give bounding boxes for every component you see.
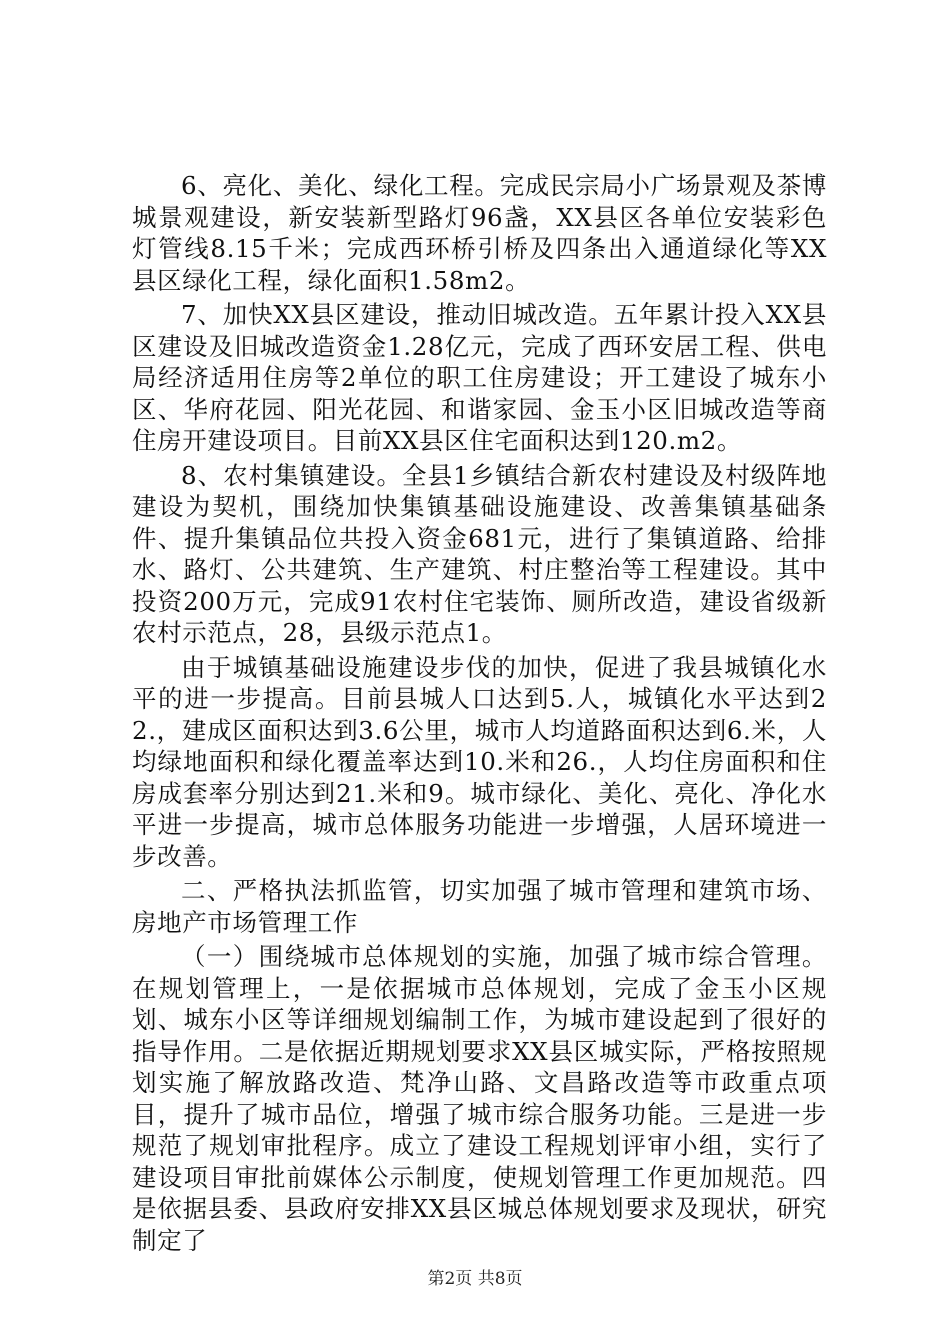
paragraph-lighting-greening: 6、亮化、美化、绿化工程。完成民宗局小广场景观及茶博城景观建设，新安装新型路灯96盏，XX县区各单位安装彩色灯管线8.15千米；完成西环桥引桥及四条出入通道绿化等XX县区绿化工程，绿化面积1.58m2。 [132, 171, 827, 295]
paragraph-urbanization-level: 由于城镇基础设施建设步伐的加快，促进了我县城镇化水平的进一步提高。目前县城人口达到5.人，城镇化水平达到22.，建成区面积达到3.6公里，城市人均道路面积达到6.米，人均绿地面积和绿化覆盖率达到10.米和26.，人均住房面积和住房成套率分别达到21.米和9。城市绿化、美化、亮化、净化水平进一步提高，城市总体服务功能进一步增强，人居环境进一步改善。 [132, 652, 827, 871]
page-number-footer: 第2页 共8页 [427, 1269, 523, 1289]
section-heading-law-enforcement: 二、严格执法抓监管，切实加强了城市管理和建筑市场、房地产市场管理工作 [132, 876, 827, 937]
document-body [132, 170, 827, 1256]
paragraph-planning-management: （一）围绕城市总体规划的实施，加强了城市综合管理。在规划管理上，一是依据城市总体规划，完成了金玉小区规划、城东小区等详细规划编制工作，为城市建设起到了很好的指导作用。二是依据近期规划要求XX县区城实际，严格按照规划实施了解放路改造、梵净山路、文昌路改造等市政重点项目，提升了城市品位，增强了城市综合服务功能。三是进一步规范了规划审批程序。成立了建设工程规划评审小组，实行了建设项目审批前媒体公示制度，使规划管理工作更加规范。四是依据县委、县政府安排XX县区城总体规划要求及现状，研究制定了 [132, 942, 827, 1255]
paragraph-old-city-renovation: 7、加快XX县区建设，推动旧城改造。五年累计投入XX县区建设及旧城改造资金1.28亿元，完成了西环安居工程、供电局经济适用住房等2单位的职工住房建设；开工建设了城东小区、华府花园、阳光花园、和谐家园、金玉小区旧城改造等商住房开建设项目。目前XX县区住宅面积达到120.m2。 [132, 300, 827, 455]
paragraph-rural-town-construction: 8、农村集镇建设。全县1乡镇结合新农村建设及村级阵地建设为契机，围绕加快集镇基础设施建设、改善集镇基础条件、提升集镇品位共投入资金681元，进行了集镇道路、给排水、路灯、公共建筑、生产建筑、村庄整治等工程建设。其中投资200万元，完成91农村住宅装饰、厕所改造，建设省级新农村示范点，28，县级示范点1。 [132, 460, 827, 647]
